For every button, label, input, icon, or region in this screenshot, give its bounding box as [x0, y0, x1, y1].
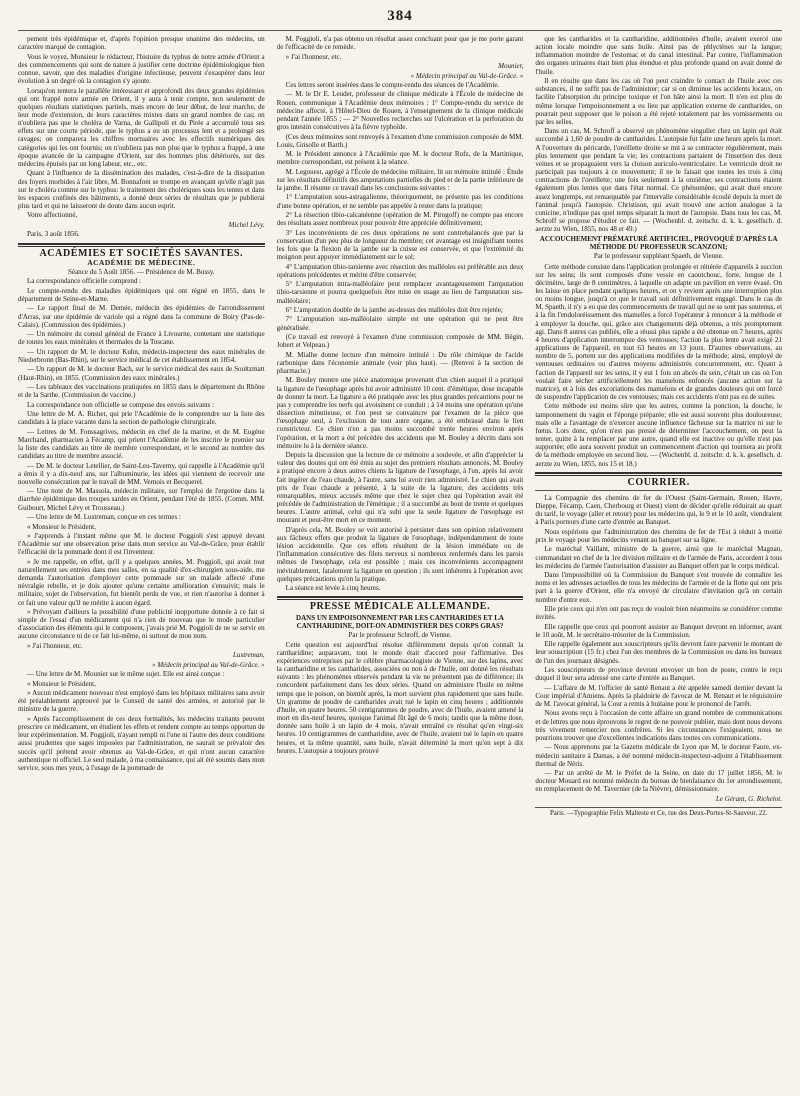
col2-paragraphs-b — [277, 81, 524, 592]
section-rule-thin — [535, 490, 782, 491]
paragraph: Dans l'impossibilité où la Commission du Banquet s'est trouvée de connaître les noms et les adresses actuelles de tous les médecins de l'armée et de la flotte qui ont pris part à la guerre d'Orient, elle n'a envoyé de circulaire d'invitation qu'à un certain nombre d'entre eux. — [535, 571, 783, 604]
paragraph: D'après cela, M. Bouley se voit autorisé à persister dans son opinion relativement aux fâcheux effets que produit la ligature de l'œsophage, indépendamment de toute lésion accidentelle. Que ces effets résultent de la lésion immédiate ou de l'inflammation consécutive des filets nerveux si nombreux renfermés dans les parois mêmes de l'œsophage, cela est possible ; mais ces inconvénients accompagnent inévitablement, fatalement la ligature en question ; ils sont inhérents à l'opération avec quelques précautions qu'on la pratique. — [276, 525, 524, 583]
paragraph: 3° Les inconvénients de ces deux opérations ne sont contrebalancés que par la conservation d'un peu plus de longueur du membre; cet avantage est insignifiant toutes les fois que la flexion de la jambe sur la cuisse est conservée, et que l'extrémité du moignon peut appuyer immédiatement sur le sol; — [276, 228, 524, 262]
paragraph: Dans un cas, M. Schroff a observé un phénomène singulier chez un lapin qui était succombé à 1,60 de poudre de cantharides. L'autopsie fut faite une heure après la mort. A l'ouverture du péricarde, l'oreillette droite se mit à se contracter régulièrement, mais plus lentement que pendant la vie; les contractions partaient de l'insertion des deux veines et se propageaient vers la cloison auriculo-ventriculaire. Le ventricule droit ne participait pas toujours à ce mouvement; il ne le faisait que toutes les trois à cinq contractions de l'oreillette; une fois seulement à la onzième; ses contractions étaient également plus lentes que dans l'état normal. Ce phénomène, qui avait duré encore assez longtemps, est remarquable par l'intervalle considérable écoulé depuis la mort de l'animal jusqu'à l'autopsie. Christison, qui avait trouvé une action analogue à la conicine, n'indique pas quel temps séparait la mort de l'autopsie. Dans tous les cas, M. Schroff se propose d'étudier ce fait. — (Wochenbl. d. zeitschr. d. k. k. gesellsch. d. aerzte zu Wien, 1855, nos 48 et 49.) — [535, 127, 783, 234]
paragraph: La séance est levée à cinq heures. — [285, 584, 381, 593]
paragraph: — M. le Dr E. Leudet, professeur de clinique médicale à l'École de médecine de Rouen, communique à l'Académie deux mémoires : 1° Compte-rendu du service de médecine affecté, à l'Hôtel-Dieu de Rouen, à l'enseignement de la clinique médicale pendant l'année 1855 ; — 2° Nouvelles recherches sur l'ulcération et la perforation du gros intestin consécutives à la fièvre typhoïde. — [276, 90, 524, 132]
paragraph: » Après l'accomplissement de ces deux formalités, les médecins traitants peuvent prescrire ce médicament, en étudient les effets et rendent compte au temps opportun de leur expérimentation. M. Poggioli, n'ayant rempli ni l'une ni l'autre des deux conditions aussi prudentes que sages imposées par l'administration, ne saurait se prévaloir des succès qu'il prétend avoir obtenus au Val-de-Grâce, et qui n'ont aucun caractère authentique ni officiel. Le seul malade, à ma connaissance, qui ait été soumis dans mon service, sous mes yeux, à l'usage de la pommade de — [18, 714, 265, 772]
paragraph: Cette méthode est moins sûre que les autres, comme la ponction, la douche, le tamponnement du vagin et l'éponge préparée; elle est aussi souvent plus douloureuse; mais elle a l'avantage de n'exercer aucune influence fâcheuse sur la matrice ni sur le fœtus. Lors donc, qu'on n'est pas pressé de déterminer l'accouchement, on peut la tenter, quitte à la remplacer par une autre, quand elle est inactive ou qu'elle n'est pas supportée; elle aura souvent produit un commencement d'action qui tournera au profit de la méthode employée en second lieu. — (Wochenbl. d. zeitschr. d. k. k. gesellsch. d. aerzte zu Wien, 1855, nos 15 et 18.) — [535, 402, 783, 468]
session-line: Séance du 5 Août 1856. — Présidence de M. Bussy. — [67, 267, 215, 276]
paragraph: — De M. le docteur Letellier, de Saint-Leu-Taverny, qui rappelle à l'Académie qu'il a émis il y a dix-neuf ans, sur l'albuminurie, les idées qui viennent de recevoir une nouvelle consécration par le travail de MM. Vernois et Becquerel. — [18, 461, 265, 486]
paragraph: 1° L'amputation sous-astragalienne, théoriquement, ne présente pas les conditions d'une bonne opération, et ne semble pas appelée à rester dans la pratique; — [276, 193, 524, 210]
paragraph: (Ce travail est renvoyé à l'examen d'une commission composée de MM. Bégin, Jobert et Velpeau.) — [276, 333, 524, 350]
paragraph: — Un rapport de M. le docteur Kuhn, médecin-inspecteur des eaux minérales de Niederbronn (Bas-Rhin), sur le service médical de cet établissement en 1854. — [18, 347, 265, 364]
paragraph: Depuis la discussion que la lecture de ce mémoire a soulevée, et afin d'apprécier la valeur des doutes qui ont été émis au sujet des premiers résultats annoncés, M. Bouley a pratiqué encore à deux autres chiens la ligature de l'œsophage, à l'un, après lui avoir fait ingérer de l'eau chaude, à l'autre, sans lui avoir rien administré. Le chien qui avait pris de l'eau chaude a présenté, à la suite de la ligature, des accidents très remarquables, mieux accusés même que chez le sujet chez qui l'opération avait été précédée de l'administration de l'émétique ; il a succombé au bout de trente et quelques heures. L'autre animal, celui qui n'a subi que la seule ligature de l'œsophage est mourant et peut-être mort en ce moment. — [276, 451, 524, 525]
article-paragraphs-cantharides — [277, 641, 524, 755]
paragraph: « Monsieur le Président, — [27, 679, 96, 688]
paragraph: — Les tableaux des vaccinations pratiquées en 1855 dans le département du Rhône et de la Sarthe. (Commission de vaccine.) — [18, 382, 265, 400]
article-title-accouchement: ACCOUCHEMENT PRÉMATURÉ ARTIFICIEL, PROVOQUÉ D'APRÈS LA MÉTHODE DU PROFESSEUR SCANZONI; — [539, 235, 778, 252]
paragraph: Une lettre de M. A. Richet, qui prie l'Académie de le comprendre sur la liste des candidats à la place vacante dans la section de pathologie chirurgicale. — [18, 410, 265, 427]
paragraph: — Nous apprenons par la Gazette médicale de Lyon que M. le docteur Faure, ex-médecin sanitaire à Damas, a été nommé médecin-inspecteur-adjoint à l'établissement thermal de Néris. — [535, 743, 783, 768]
paragraph: Le compte-rendu des maladies épidémiques qui ont régné en 1855, dans le département de Seine-et-Marne. — [18, 286, 265, 303]
paragraph: 6° L'amputation double de la jambe au-dessus des malléoles doit être rejetée; — [285, 306, 503, 314]
paragraph: M. Poggioli, n'a pas obtenu un résultat assez concluant pour que je me porte garant de l'efficacité de ce remède. — [276, 35, 524, 52]
paragraph: — Une note de M. Massola, médecin militaire, sur l'emploi de l'ergotine dans la diarrhée épidémique des troupes sardes en Orient, pendant l'été de 1855. (Comm. MM. Guibourt, Michel Lévy et Trousseau.) — [18, 487, 265, 512]
article-byline-spaeth: Par le professeur suppléant Spaeth, de Vienne. — [593, 252, 724, 261]
paragraph: (Ces deux mémoires sont renvoyés à l'examen d'une commission composée de MM. Louis, Grisolle et Barth.) — [276, 132, 524, 149]
paragraph: que les cantharides et la cantharidine, additionnées d'huile, avaient exercé une action locale moindre que sans huile. Ainsi pas de phlyctènes sur la langue; inflammation moindre de l'estomac et du canal intestinal. Par contre, l'inflammation des organes urinaires était bien plus étendue et plus profonde quand on avait donné de l'huile. — [535, 35, 783, 76]
article-title-cantharides: DANS UN EMPOISONNEMENT PAR LES CANTHARIDES ET LA CANTHARIDINE, DOIT-ON ADMINISTRER DES CORPS GRAS? — [296, 613, 504, 630]
page-number: 384 — [387, 8, 413, 24]
columns — [18, 30, 782, 1095]
lustreman-title: » Médecin principal au Val-de-Grâce. » — [151, 660, 265, 669]
paragraph: M. le Président annonce à l'Académie que M. le docteur Rufz, de la Martinique, membre correspondant, est présent à la séance. — [276, 150, 524, 167]
article-byline-schroff: Par le professeur Schroff, de Vienne. — [348, 630, 452, 639]
paragraph: 5° L'amputation intra-malléolaire peut remplacer avantageusement l'amputation tibio-tarsienne et pourra quelquefois être mise en usage au lieu de l'amputation sus-malléolaire; — [276, 280, 524, 305]
paragraph: « Monsieur le Président, — [27, 522, 96, 531]
section-title-academies: ACADÉMIES ET SOCIÉTÉS SAVANTES. — [39, 247, 244, 259]
letter-intro — [18, 35, 265, 220]
paragraph: — Une lettre de M. Lustreman, conçue en ces termes : — [27, 513, 181, 522]
paragraph: M. Bouley montre une pièce anatomique provenant d'un chien auquel il a pratiqué la ligature de l'œsophage après lui avoir administré 10 cent. d'émétique, dose incapable de donner la mort. La ligature a été pratiquée avec les plus grandes précautions pour ne pas y comprendre les nerfs qui avoisinent ce conduit ; à 14 moins une opération qu'une dissection minutieuse, et l'on peut se convaincre par l'examen de la pièce que l'œsophage seul, à l'exclusion de tout autre organe, a été embrassé dans le lien constricteur. Ce chien n'en a pas moins succombé trente heures environ après l'opération, et la mort a été précédée des accidents que M. Bouley a décrits dans son mémoire lu à la dernière séance. — [276, 376, 524, 450]
paragraph: Votre affectionné, — [27, 211, 78, 220]
paragraph: Elle rappelle également aux souscripteurs qu'ils devront faire parvenir le montant de leur souscription (15 fr.) chez l'un des membres de la Commission ou dans les bureaux de l'un des journaux désignés. — [535, 640, 783, 665]
paragraph: Ces lettres seront insérées dans le compte-rendu des séances de l'Académie. — [285, 80, 500, 89]
paragraph: 2° La résection tibio-calcanéenne (opération de M. Pirogoff) ne compte pas encore des résultats assez nombreux pour pouvoir être appréciée définitivement; — [276, 211, 524, 228]
paragraph: Nous espérions que l'administration des chemins de fer de l'Est à réduit à moitié prix le voyage pour les médecins venant au banquet sur sa ligne. — [535, 527, 783, 544]
paragraph: La Compagnie des chemins de fer de l'Ouest (Saint-Germain, Rouen, Havre, Dieppe, Fécamp, Caen, Cherbourg et Ouest) vient de décider qu'elle réduirait au quart du tarif, le voyage (aller et retour) pour les médecins qui, le 9 et le 10 août, viendraient à Paris porteurs d'une carte d'entrée au Banquet. — [535, 493, 783, 527]
paragraph: » J'ai l'honneur, etc. — [27, 641, 83, 650]
gerant-line: Le Gérant, G. Richelot. — [715, 794, 783, 803]
academy-paragraphs-b — [18, 670, 265, 772]
section-rule — [18, 243, 265, 247]
col3-paragraphs — [535, 35, 782, 233]
paragraph: Il en résulte que dans les cas où l'on peut craindre le contact de l'huile avec ces substances, il ne suffit pas de l'administrer; car si on diminue les accidents locaux, on facilite l'absorption du principe toxique et l'on hâte ainsi la mort. Il n'en est plus de même lorsque l'empoisonnement a eu lieu par application externe de cantharides, on pourrait peut supposer que le poison a été rejeté totalement par les vomissements ou par les selles. — [535, 77, 783, 126]
paragraph: pement très épidémique et, d'après l'opinion presque unanime des médecins, un caractère marqué de contagion. — [18, 35, 265, 52]
article-paragraphs-accouchement — [535, 263, 782, 468]
mounier-signature: Mounier, — [498, 62, 524, 71]
lustreman-signature: Lustreman, — [233, 651, 265, 660]
paragraph: — Un mémoire du consul général de France à Livourne, contenant une statistique de toutes les eaux minérales et thermales de la Toscane. — [18, 330, 265, 347]
paragraph: Elle prie ceux qui n'en ont pas reçu de vouloir bien néanmoins se considérer comme invités. — [535, 605, 783, 622]
section-rule — [535, 472, 782, 476]
paragraph: Nous avons reçu à l'occasion de cette affaire un grand nombre de communications et de lettres que nous éprouvons le regret de ne pouvoir publier, mais dont nous devons très vivement remercier nos confrères. Si les circonstances l'exigeaient, nous ne pourrions trouver que d'excellentes indications dans toutes ces communications. — [535, 709, 783, 742]
mounier-title: » Médecin principal au Val-de-Grâce. » — [410, 71, 524, 80]
subsection-title-academie: ACADÉMIE DE MÉDECINE. — [87, 257, 196, 267]
column-2 — [277, 35, 524, 1095]
academy-paragraphs — [18, 277, 265, 650]
paragraph: Elle rappelle que ceux qui pourront assister au Banquet devront en informer, avant le 10 août, M. le secrétaire-trésorier de la Commission. — [535, 622, 783, 639]
section-title-courrier: COURRIER. — [627, 476, 690, 488]
letter-signature: Michel Lévy. — [228, 220, 265, 229]
paragraph: 7° L'amputation sus-malléolaire simple est une opération qui ne peut être généralisée. — [276, 315, 524, 332]
paragraph: Vous le voyez, Monsieur le rédacteur, l'histoire du typhus de notre armée d'Orient a des commencements qui sont de nature à justifier cette doctrine épidémiologique bien connue, savoir, que des maladies d'origine infectieuse, peuvent s'exaspérer dans leur évolution à un degré où la contagion s'y ajoute. — [18, 52, 265, 86]
col2-paragraphs — [277, 35, 524, 61]
paragraph: — Par un arrêté de M. le Préfet de la Seine, en date du 17 juillet 1856, M. le docteur Mouard est nommé médecin du bureau de bienfaisance du 1er arrondissement, en remplacement de M. Tavernier (de la Nièvre), démissionnaire. — [535, 769, 783, 794]
section-title-presse: PRESSE MÉDICALE ALLEMANDE. — [309, 601, 491, 613]
paragraph: M. Legouest, agrégé à l'École de médecine militaire, lit un mémoire intitulé : Étude sur les résultats définitifs des amputations partielles du pied et de la partie inférieure de la jambe. Il résume ce travail dans les conclusions suivantes : — [276, 167, 524, 193]
section-rule — [277, 596, 524, 600]
column-1 — [18, 35, 265, 1095]
paragraph: » Prévoyant d'ailleurs la possibilité d'une publicité inopportune donnée à ce fait si simple de l'essai d'un médicament qui n'a rien de nouveau que le mode particulier d'association des éléments qui le composent, j'avais prié M. Poggioli de ne se servir en aucune circonstance ni de ce fait lui-même, ni surtout de mon nom. — [18, 607, 265, 641]
paragraph: — L'affaire de M. l'officier de santé Renaut a été appelée samedi dernier devant la Cour impérial d'Amiens. Après la plaidoirie de l'avocat de M. Renaut et le réquisitoire de M. l'avocat général, la Cour a remis à huitaine pour le prononcé de l'arrêt. — [535, 683, 783, 708]
paragraph: 4° L'amputation tibio-tarsienne avec résection des malléoles est préférable aux deux opérations précédentes et mérite d'être conservée; — [276, 262, 524, 279]
paragraph: » J'ai l'honneur, etc. — [285, 52, 342, 61]
letter-dateline: Paris, 3 août 1856. — [27, 230, 80, 239]
paragraph: La correspondance non officielle se compose des envois suivants : — [27, 400, 215, 409]
paragraph: — Le rapport final de M. Demée, médecin des épidémies de l'arrondissement d'Arras, sur une épidémie de variole qui a régné dans la commune de Boiry (Pas-de-Calais). (Commission des épidémies.) — [18, 304, 265, 329]
courrier-paragraphs — [535, 494, 782, 794]
paragraph: — Une lettre de M. Mounier sur le même sujet. Elle est ainsi conçue : — [27, 670, 225, 679]
paragraph: Quant à l'influence de la dissémination des malades, c'est-à-dire de la dissipation des foyers morbides à l'air libre, M. Bonnafont se trompe en avançant qu'elle n'agit pas sur le choléra comme sur le typhus: le traitement des cholériques sous les tentes et dans les espaces confinés des bâtiments, a donné deux séries de résultats que je publierai plus tard et qui ne laisseront de doute dans aucun esprit. — [18, 169, 265, 211]
paragraph: La correspondance officielle comprend : — [27, 277, 142, 286]
paragraph: » Aucun médicament nouveau n'est employé dans les hôpitaux militaires sans avoir été préalablement approuvé par le Conseil de santé des armées, et autorisé par le ministre de la guerre. — [18, 689, 265, 714]
paragraph: Les souscripteurs de province devront envoyer un bon de poste, contre le reçu duquel il leur sera adressé une carte d'entrée au Banquet. — [535, 666, 783, 683]
paragraph: — Lettres de M. Fonssagrives, médecin en chef de la marine, et de M. Eugène Marchand, pharmacien à Fécamp, qui prient l'Académie de les inscrire le premier sur la liste des candidats au titre de membre correspondant, et le second au nombre des candidats au titre de membre associé. — [18, 427, 265, 461]
paragraph: Cette question est aujourd'hui résolue différemment depuis qu'on connaît la cantharidine; auparavant, tout le monde était d'accord pour l'affirmative. Des expériences entreprises par le célèbre pharmacologiste de Vienne, sur des lapins, avec la cantharidine et les cantharides, associées ou non à de l'huile, ont donné les résultats suivants : les phénomènes observés pendant la vie ne présentent pas de différence; ils concordent parfaitement dans les deux séries. Quand on administre l'huile en même temps que le poison, on bientôt après, la mort survient plus rapidement que sans huile. Un gramme de poudre de cantharides avait tué le lapin en cinq heures ; additionnée d'huile, en quatre heures. 50 centigrammes de poudre, avec de l'huile, avaient amené la mort en dix-neuf heures, quoique l'animal fût âgé de 6 mois; tandis que la même dose, donnée sans huile à un lapin de 4 mois, n'avait entraîné ce résultat qu'en vingt-six heures. 10 centigrammes de cantharidine, avec de l'huile, avaient tué le lapin en quatre heures, et la même quantité, sans huile, n'avait déterminé la mort qu'en sept à dix heures. L'autopsie a toujours prouvé — [276, 640, 524, 755]
paragraph: Le maréchal Vaillant, ministre de la guerre, ainsi que le maréchal Magnan, commandant en chef de la 1re division militaire et de l'armée de Paris, accordent à tous les médecins de l'armée l'autorisation d'assister au Banquet offert par le corps médical. — [535, 545, 783, 570]
paragraph: M. Mialhe donne lecture d'un mémoire intitulé : Du rôle chimique de l'acide carbonique dans l'économie animale (voir plus haut). — (Renvoi à la section de pharmacie.) — [276, 350, 524, 375]
imprint-line: Paris. —Typographie Felix Malteste et Ce, rue des Deux-Portes-St-Sauveur, 22. — [535, 807, 782, 818]
paragraph: — Un rapport de M. le docteur Bach, sur le service médical des eaux de Soultzmatt (Haut-Rhin), en 1855. (Commission des eaux minérales.) — [18, 365, 265, 382]
paragraph: Lorsqu'on tentera le parallèle intéressant et approfondi des deux grandes épidémies qui ont frappé notre armée en Orient, il y aura à tenir compte, non seulement de quelques résultats statistiques partiels, mais encore de leur début, de leur marche, de leur mode d'extension, de leurs caractères mixtes dans un grand nombre de cas; on n'oubliera pas que le choléra de Varna, de Gallipoli et du Pirée a accumulé tous ses effets sur une courte période, que le typhus a eu un processus lent et a prolongé ses ravages; on comparera les chiffres mortuaires avec les effectifs numériques des catégories qui les ont fournis; on n'oubliera pas non plus que le typhus a frappé, à une époque avancée de la campagne d'Orient, sur des hommes plus détériorés, sur des médecins épuisés par un long labeur, etc., etc. — [18, 86, 265, 168]
paragraph: Cette méthode consiste dans l'application prolongée et réitérée d'appareils à succion sur les seins; ils sont composés d'une vessie en caoutchouc, forte, longue de 1 décimètre, large de 8 centimètres, à laquelle on adapte un pavillon en verre évasé. On les laisse en place pendant quelques heures, et on y revient après une interruption plus ou moins longue, jusqu'à ce que le travail soit définitivement engagé. Dans le cas de M. Spaeth, il n'y a eu que des commencements de travail qui ne se sont pas soutenus, et à la fin l'endoloréissement des mamelles a forcé l'opérateur à renoncer à la méthode et à employer la douche, qui, grâce aux changements déjà obtenus, a très promptement agi. Dans 8 autres cas publiés, elle a réussi plus rapide a été obtenue en 7 heures, après 4 heures d'application interrompue des ventouses; l'action la plus lente avait exigé 21 applications de l'appareil, en tout 63 heures en 13 jours. D'autres observations, au nombre de 5, portent sur des applications modifiées de la méthode; ainsi, employé de ventouses ordinaires ou d'autres moyens administrés concurremment, etc. Quant à l'action de l'appareil sur les seins, il y eut 1 fois un abcès du sein, c'était un cas où l'on voulait faire sécher artificiellement les mamelons enfoncés (aucune action sur la matrice), et à fois des excoriations des mamelons et de grandes douleurs qui ont forcé de suspendre l'application de ces ventouses; mais ces accidents n'ont pas eu de suites. — [535, 262, 783, 401]
paragraph: » Je me rappelle, en effet, qu'il y a quelques années, M. Poggioli, qui avait tout naturellement ses entrées dans mes salles, en sa qualité d'ex-chirurgien sous-aide, me demanda l'autorisation d'employer cette pommade sur un malade affecté d'une névralgie rebelle, et je dois ajouter qu'une certaine amélioration s'ensuivit; mais le militaire, sujet de l'observation, fut bientôt perdu de vue, et rien n'autorise à donner à ce fait une valeur qu'il ne mérite à aucun égard. — [18, 557, 265, 607]
column-3 — [535, 35, 782, 1095]
paragraph: » J'apprends à l'instant même que M. le docteur Poggioli s'est appuyé devant l'Académie sur une observation prise dans mon service au Val-de-Grâce, pour établir l'efficacité de la pommade dont il est l'inventeur. — [18, 531, 265, 557]
